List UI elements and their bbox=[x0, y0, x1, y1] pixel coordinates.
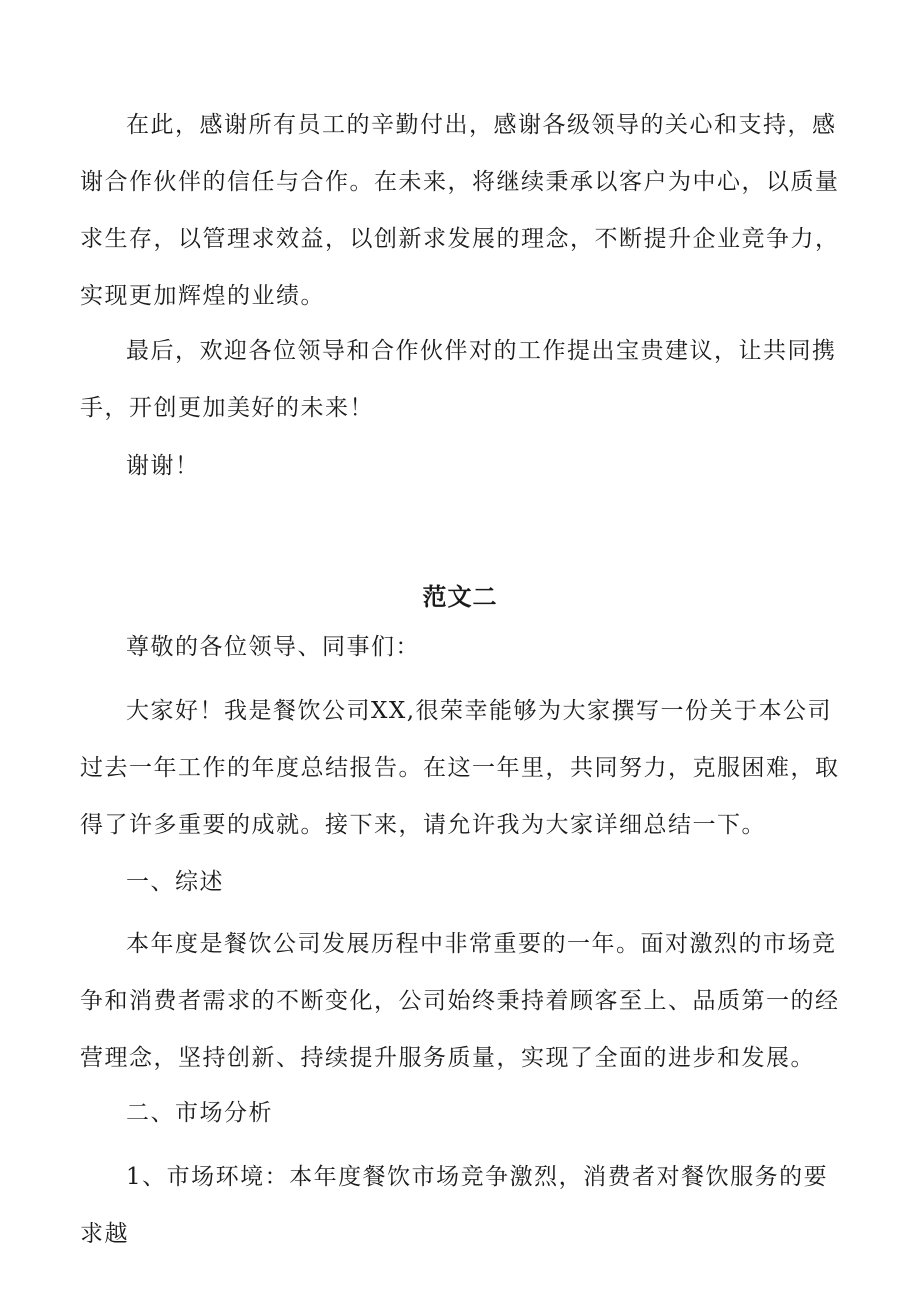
salutation: 尊敬的各位领导、同事们： bbox=[126, 634, 420, 660]
paragraph-market-environment: 1、市场环境：本年度餐饮市场竞争激烈，消费者对餐饮服务的要求越 bbox=[80, 1164, 829, 1247]
paragraph-overview: 本年度是餐饮公司发展历程中非常重要的一年。面对激烈的市场竞争和消费者需求的不断变化，公司始终秉持着顾客至上、品质第一的经营理念，坚持创新、持续提升服务质量，实现了全面的进步和发展。 bbox=[80, 931, 840, 1071]
heading-overview: 一、综述 bbox=[126, 869, 224, 895]
paragraph-thanks: 在此，感谢所有员工的辛勤付出，感谢各级领导的关心和支持，感谢合作伙伴的信任与合作。在未来，将继续秉承以客户为中心，以质量求生存，以管理求效益，以创新求发展的理念，不断提升企业竞争力，实现更加辉煌的业绩。 bbox=[80, 112, 840, 309]
paragraph-intro: 大家好！我是餐饮公司XX,很荣幸能够为大家撰写一份关于本公司过去一年工作的年度总结报告。在这一年里，共同努力，克服困难，取得了许多重要的成就。接下来，请允许我为大家详细总结一下。 bbox=[80, 698, 840, 838]
paragraph-thankyou: 谢谢！ bbox=[126, 453, 200, 479]
section-title: 范文二 bbox=[422, 583, 498, 611]
heading-market: 二、市场分析 bbox=[126, 1100, 273, 1126]
paragraph-closing: 最后，欢迎各位领导和合作伙伴对的工作提出宝贵建议，让共同携手，开创更加美好的未来！ bbox=[80, 338, 837, 421]
